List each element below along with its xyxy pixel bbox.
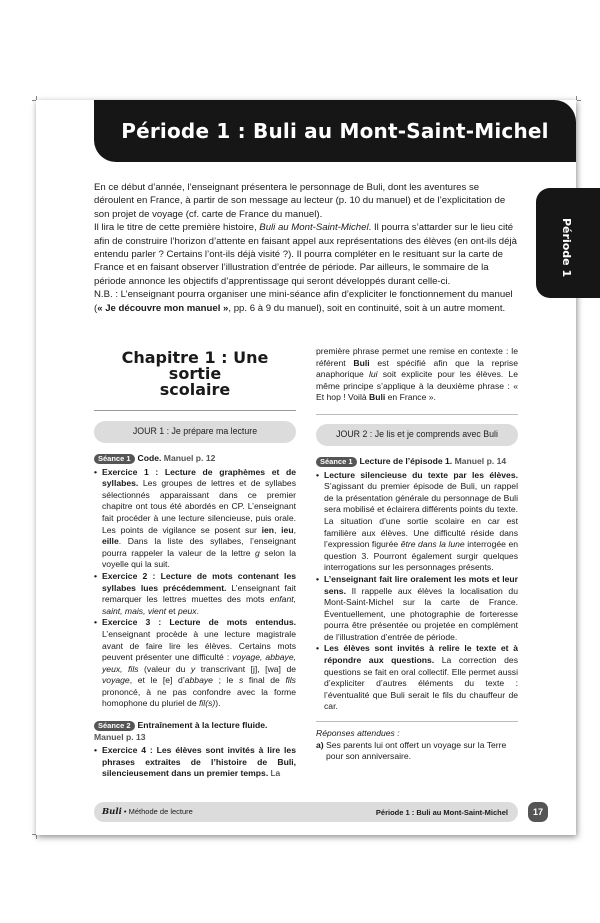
page-title-banner	[94, 100, 576, 162]
answers-label: Réponses attendues :	[316, 728, 400, 739]
seance-badge: Séance 1	[316, 457, 357, 467]
buli-logo: Buli	[102, 807, 122, 817]
page-number: 17	[528, 802, 548, 822]
seance-badge: Séance 1	[94, 454, 135, 464]
footer-bar	[94, 802, 518, 822]
exercise-list	[94, 467, 296, 710]
seance-heading: Séance 1 Lecture de l’épisode 1. Manuel p. 14	[316, 456, 518, 468]
jour2-pill: JOUR 2 : Je lis et je comprends avec Buli	[316, 424, 518, 446]
intro-note: N.B. : L’enseignant pourra organiser une mini-séance afin d’expliciter le fonctionnement du manuel (« Je découvre mon manuel », pp. 6 à 9 du manuel), soit en continuité, soit à un autre moment.	[94, 289, 513, 314]
crop-mark	[577, 100, 581, 101]
page-title: Période 1 : Buli au Mont-Saint-Michel	[121, 119, 549, 143]
right-column	[316, 346, 518, 763]
list-item: • Exercice 1 : Lecture de graphèmes et de syllabes. Les groupes de lettres et de syllabes sélectionnés apparaissant dans ce premier chapitre ont tous été abordés en CP. L’enseignant fait procéder à une lecture silencieuse, puis orale. Les points de vigilance se posent sur ien, ieu, eille. Dans la liste des syllabes, l’enseignant pourra rappeler la valeur de la lettre g selon la voyelle qui la suit.	[94, 467, 296, 571]
seance-heading: Séance 1 Code. Manuel p. 12	[94, 453, 296, 465]
list-item: • Exercice 2 : Lecture de mots contenant les syllabes lues précédemment. L’enseignant fait remarquer les lettres muettes des mots enfant, saint, mais, vient et peux.	[94, 571, 296, 617]
divider	[316, 721, 518, 722]
intro-paragraph: Il lira le titre de cette première histoire, Buli au Mont-Saint-Michel. Il pourra s’attarder sur le lieu cité afin de construire l’horizon d’attente en faisant appel aux représentations des élèves (en ont-ils déjà entendu parler ? Certains l’ont-ils déjà visité ?). Il pourra compléter en le resituant sur la carte de France et en faisant observer l’illustration d’entrée de période. Par ailleurs, le sommaire de la période annonce les objectifs d’apprentissage qui seront développés durant celle-ci.	[94, 222, 517, 287]
footer-left: Buli • Méthode de lecture	[102, 807, 193, 817]
footer-right: Période 1 : Buli au Mont-Saint-Michel	[375, 807, 508, 817]
continued-text: première phrase permet une remise en contexte : le référent Buli est spécifié afin que la reprise anaphorique lui soit explicite pour les élèves. Le même principe s’applique à la deuxième phrase : « Et hop ! Voilà Buli en France ».	[316, 346, 518, 403]
jour1-pill: JOUR 1 : Je prépare ma lecture	[94, 421, 296, 443]
divider	[94, 410, 296, 411]
left-column	[94, 346, 296, 780]
step-list	[316, 470, 518, 713]
seance-heading: Séance 2 Entraînement à la lecture fluide. Manuel p. 13	[94, 720, 268, 742]
divider	[316, 414, 518, 415]
crop-mark	[36, 835, 37, 839]
seance-badge: Séance 2	[94, 721, 135, 731]
side-tab-label: Période 1	[560, 218, 573, 278]
list-item: • Lecture silencieuse du texte par les élèves. S’agissant du premier épisode de Buli, un rappel de la présentation générale du personnage de Buli sera mobilisé et éclairera différents points du texte. La situation d’une sortie scolaire en car est familière aux élèves. Une difficulté réside dans l’expression figurée être dans la lune interrogée en question 3. Pourront également surgir quelques interrogations sur les personnages présents.	[316, 470, 518, 574]
list-item: • L’enseignant fait lire oralement les mots et leur sens. Il rappelle aux élèves la localisation du Mont-Saint-Michel sur la carte de France. Éventuellement, une photographie de forteresse pourra être présentée ou projetée en complément de l’illustration d’entrée de période.	[316, 574, 518, 644]
intro-text	[94, 181, 518, 315]
intro-paragraph: En ce début d’année, l’enseignant présentera le personnage de Buli, dont les aventures se déroulent en France, à partir de son message au lecteur (p. 10 du manuel) et de l’explicitation de son projet de voyage (cf. carte de France du manuel).	[94, 182, 506, 220]
list-item: • Exercice 4 : Les élèves sont invités à lire les phrases extraites de l’histoire de Buli, silencieusement dans un premier temps. La	[94, 745, 296, 780]
list-item: • Les élèves sont invités à relire le texte et à répondre aux questions. La correction des questions se fait en oral collectif. Elle permet aussi d’expliciter d’autres éléments du texte : l’éventualité que Buli serait le fils du chauffeur de car.	[316, 643, 518, 713]
side-tab	[536, 188, 600, 298]
answer-a: a) Ses parents lui ont offert un voyage sur la Terre pour son anniversaire.	[316, 739, 507, 762]
chapter-title: Chapitre 1 : Une sortie scolaire	[121, 348, 269, 399]
exercise-list	[94, 745, 296, 780]
list-item: • Exercice 3 : Lecture de mots entendus. L’enseignant procède à une lecture magistrale avant de faire lire les élèves. Certains mots peuvent présenter une difficulté : voyage, abbaye, yeux, fils (valeur du y transcrivant [j], [wa] de voyage, et le [e] d’abbaye ; le s final de fils prononcé, à ne pas confondre avec la forme homophone du pluriel de fil(s)).	[94, 617, 296, 710]
